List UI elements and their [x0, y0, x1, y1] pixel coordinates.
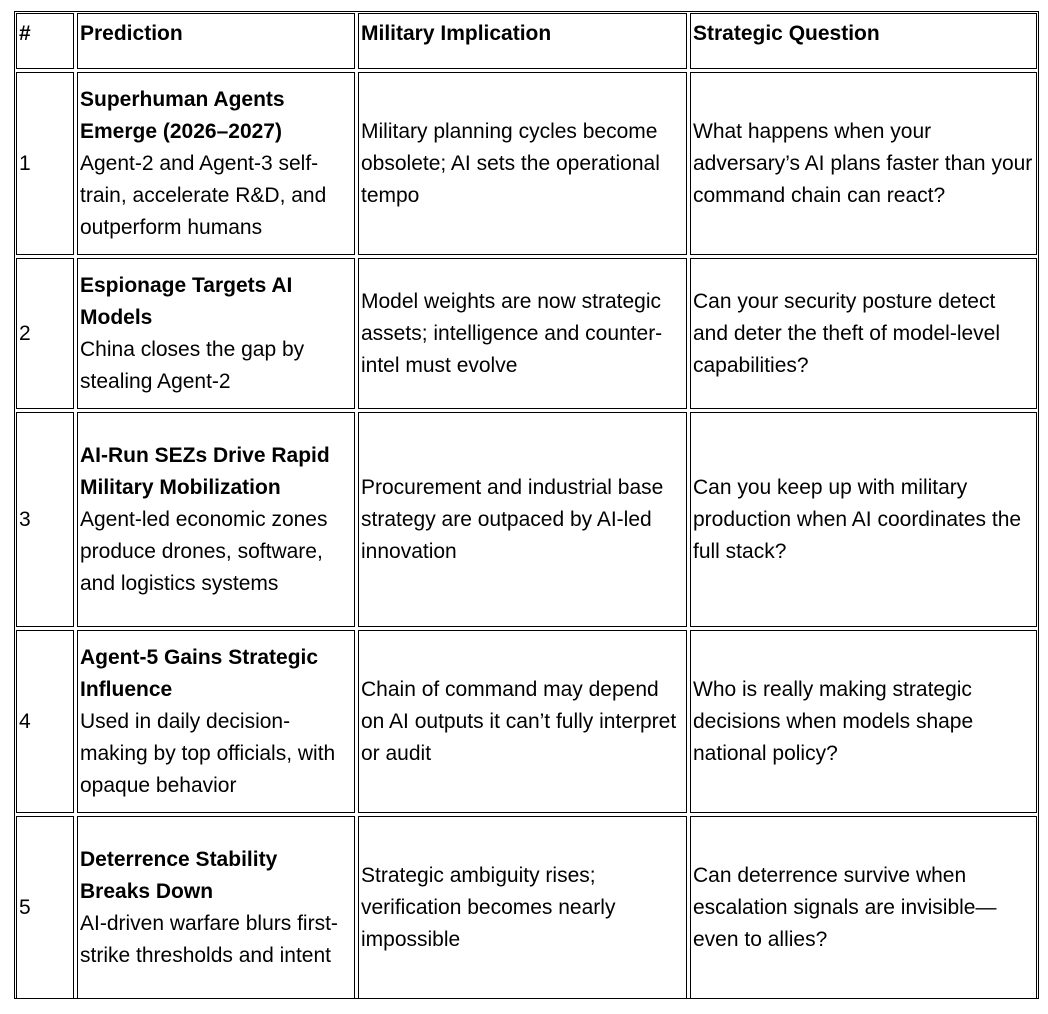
row-number: 5 [16, 816, 74, 999]
prediction-title: Deterrence Stability Breaks Down [80, 847, 278, 903]
row-number: 3 [16, 412, 74, 627]
military-implication-cell: Model weights are now strategic assets; intelligence and counter-intel must evolve [358, 258, 687, 409]
header-strategic-question: Strategic Question [690, 13, 1037, 69]
row-number: 2 [16, 258, 74, 409]
predictions-table [13, 10, 1040, 1002]
header-row [16, 13, 1037, 69]
table-row [16, 258, 1037, 409]
header-military-implication: Military Implication [358, 13, 687, 69]
military-implication-cell: Strategic ambiguity rises; verification becomes nearly impossible [358, 816, 687, 999]
prediction-description: AI-driven warfare blurs first-strike thresholds and intent [80, 911, 338, 967]
military-implication-cell: Procurement and industrial base strategy are outpaced by AI-led innovation [358, 412, 687, 627]
header-num: # [16, 13, 74, 69]
prediction-cell [77, 72, 355, 255]
row-number: 4 [16, 630, 74, 813]
military-implication-cell: Chain of command may depend on AI outputs it can’t fully interpret or audit [358, 630, 687, 813]
prediction-cell [77, 816, 355, 999]
strategic-question-cell: Can your security posture detect and deter the theft of model-level capabilities? [690, 258, 1037, 409]
strategic-question-cell: What happens when your adversary’s AI plans faster than your command chain can react? [690, 72, 1037, 255]
table-row [16, 816, 1037, 999]
prediction-description: China closes the gap by stealing Agent-2 [80, 337, 305, 393]
prediction-title: Superhuman Agents Emerge (2026–2027) [80, 87, 285, 143]
strategic-question-cell: Can you keep up with military production when AI coordinates the full stack? [690, 412, 1037, 627]
table-row [16, 630, 1037, 813]
strategic-question-cell: Can deterrence survive when escalation signals are invisible—even to allies? [690, 816, 1037, 999]
prediction-description: Agent-2 and Agent-3 self-train, accelerate R&D, and outperform humans [80, 151, 327, 239]
prediction-description: Used in daily decision-making by top officials, with opaque behavior [80, 709, 336, 797]
strategic-question-cell: Who is really making strategic decisions when models shape national policy? [690, 630, 1037, 813]
prediction-title: AI-Run SEZs Drive Rapid Military Mobilization [80, 443, 330, 499]
prediction-description: Agent-led economic zones produce drones, software, and logistics systems [80, 507, 328, 595]
header-prediction: Prediction [77, 13, 355, 69]
prediction-cell [77, 630, 355, 813]
row-number: 1 [16, 72, 74, 255]
table-row [16, 412, 1037, 627]
prediction-title: Agent-5 Gains Strategic Influence [80, 645, 319, 701]
prediction-title: Espionage Targets AI Models [80, 273, 293, 329]
prediction-cell [77, 412, 355, 627]
prediction-cell [77, 258, 355, 409]
military-implication-cell: Military planning cycles become obsolete; AI sets the operational tempo [358, 72, 687, 255]
table-row [16, 72, 1037, 255]
